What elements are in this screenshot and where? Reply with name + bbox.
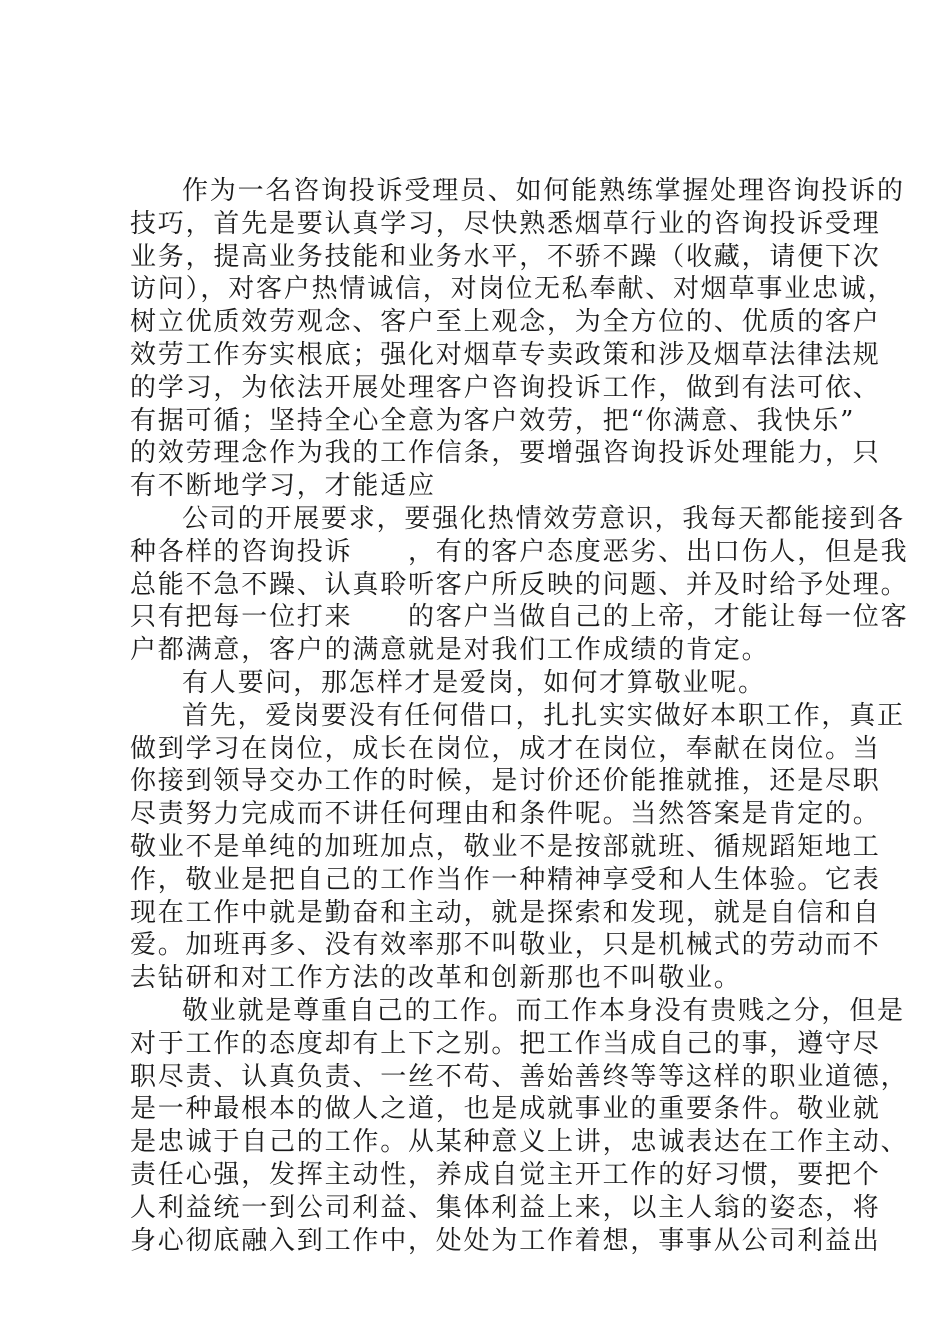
text-line: 效劳工作夯实根底；强化对烟草专卖政策和涉及烟草法律法规 xyxy=(130,339,881,370)
text-line: 的效劳理念作为我的工作信条，要增强咨询投诉处理能力，只 xyxy=(130,438,881,469)
text-line: 现在工作中就是勤奋和主动，就是探索和发现，就是自信和自 xyxy=(130,897,881,928)
body-text xyxy=(130,175,909,1257)
text-line: 访问），对客户热情诚信，对岗位无私奉献、对烟草事业忠诚， xyxy=(130,274,896,305)
text-line: 作为一名咨询投诉受理员、如何能熟练掌握处理咨询投诉的 xyxy=(182,176,905,206)
text-line: 人利益统一到公司利益、集体利益上来，以主人翁的姿态，将 xyxy=(130,1192,881,1223)
text-line: 身心彻底融入到工作中，处处为工作着想，事事从公司利益出 xyxy=(130,1225,881,1256)
text-line: 是忠诚于自己的工作。从某种意义上讲，忠诚表达在工作主动、 xyxy=(130,1127,909,1158)
text-line: 尽责努力完成而不讲任何理由和条件呢。当然答案是肯定的。 xyxy=(130,799,881,830)
text-line: 对于工作的态度却有上下之别。把工作当成自己的事，遵守尽 xyxy=(130,1028,881,1059)
text-line: 是一种最根本的做人之道，也是成就事业的重要条件。敬业就 xyxy=(130,1094,881,1125)
text-line: 爱。加班再多、没有效率那不叫敬业，只是机械式的劳动而不 xyxy=(130,930,881,961)
text-line: 职尽责、认真负责、一丝不苟、善始善终等等这样的职业道德， xyxy=(130,1061,909,1092)
text-line: 敬业就是尊重自己的工作。而工作本身没有贵贱之分，但是 xyxy=(182,995,905,1026)
text-line: 种各样的咨询投诉 ，有的客户态度恶劣、出口伤人，但是我 xyxy=(130,536,909,567)
text-line: 有据可循；坚持全心全意为客户效劳，把“你满意、我快乐” xyxy=(130,405,856,436)
text-line: 只有把每一位打来 的客户当做自己的上帝，才能让每一位客 xyxy=(130,602,909,633)
text-line: 业务，提高业务技能和业务水平，不骄不躁（收藏，请便下次 xyxy=(130,241,881,272)
text-line: 树立优质效劳观念、客户至上观念，为全方位的、优质的客户 xyxy=(130,307,881,338)
text-line: 总能不急不躁、认真聆听客户所反映的问题、并及时给予处理。 xyxy=(130,569,909,600)
text-line: 敬业不是单纯的加班加点，敬业不是按部就班、循规蹈矩地工 xyxy=(130,831,881,862)
text-line: 技巧，首先是要认真学习，尽快熟悉烟草行业的咨询投诉受理 xyxy=(130,208,881,239)
text-line: 有不断地学习，才能适应 xyxy=(130,471,436,502)
text-line: 你接到领导交办工作的时候，是讨价还价能推就推，还是尽职 xyxy=(130,766,881,797)
text-line: 作，敬业是把自己的工作当作一种精神享受和人生体验。它表 xyxy=(130,864,881,895)
text-line: 责任心强，发挥主动性，养成自觉主开工作的好习惯，要把个 xyxy=(130,1159,881,1190)
text-line: 首先，爱岗要没有任何借口，扎扎实实做好本职工作，真正 xyxy=(182,700,905,731)
text-line: 做到学习在岗位，成长在岗位，成才在岗位，奉献在岗位。当 xyxy=(130,733,881,764)
text-line: 的学习，为依法开展处理客户咨询投诉工作，做到有法可依、 xyxy=(130,372,881,403)
text-line: 有人要问，那怎样才是爱岗，如何才算敬业呢。 xyxy=(182,667,766,698)
text-line: 公司的开展要求，要强化热情效劳意识，我每天都能接到各 xyxy=(182,503,905,534)
text-line: 去钻研和对工作方法的改革和创新那也不叫敬业。 xyxy=(130,963,742,994)
text-line: 户都满意，客户的满意就是对我们工作成绩的肯定。 xyxy=(130,635,770,666)
